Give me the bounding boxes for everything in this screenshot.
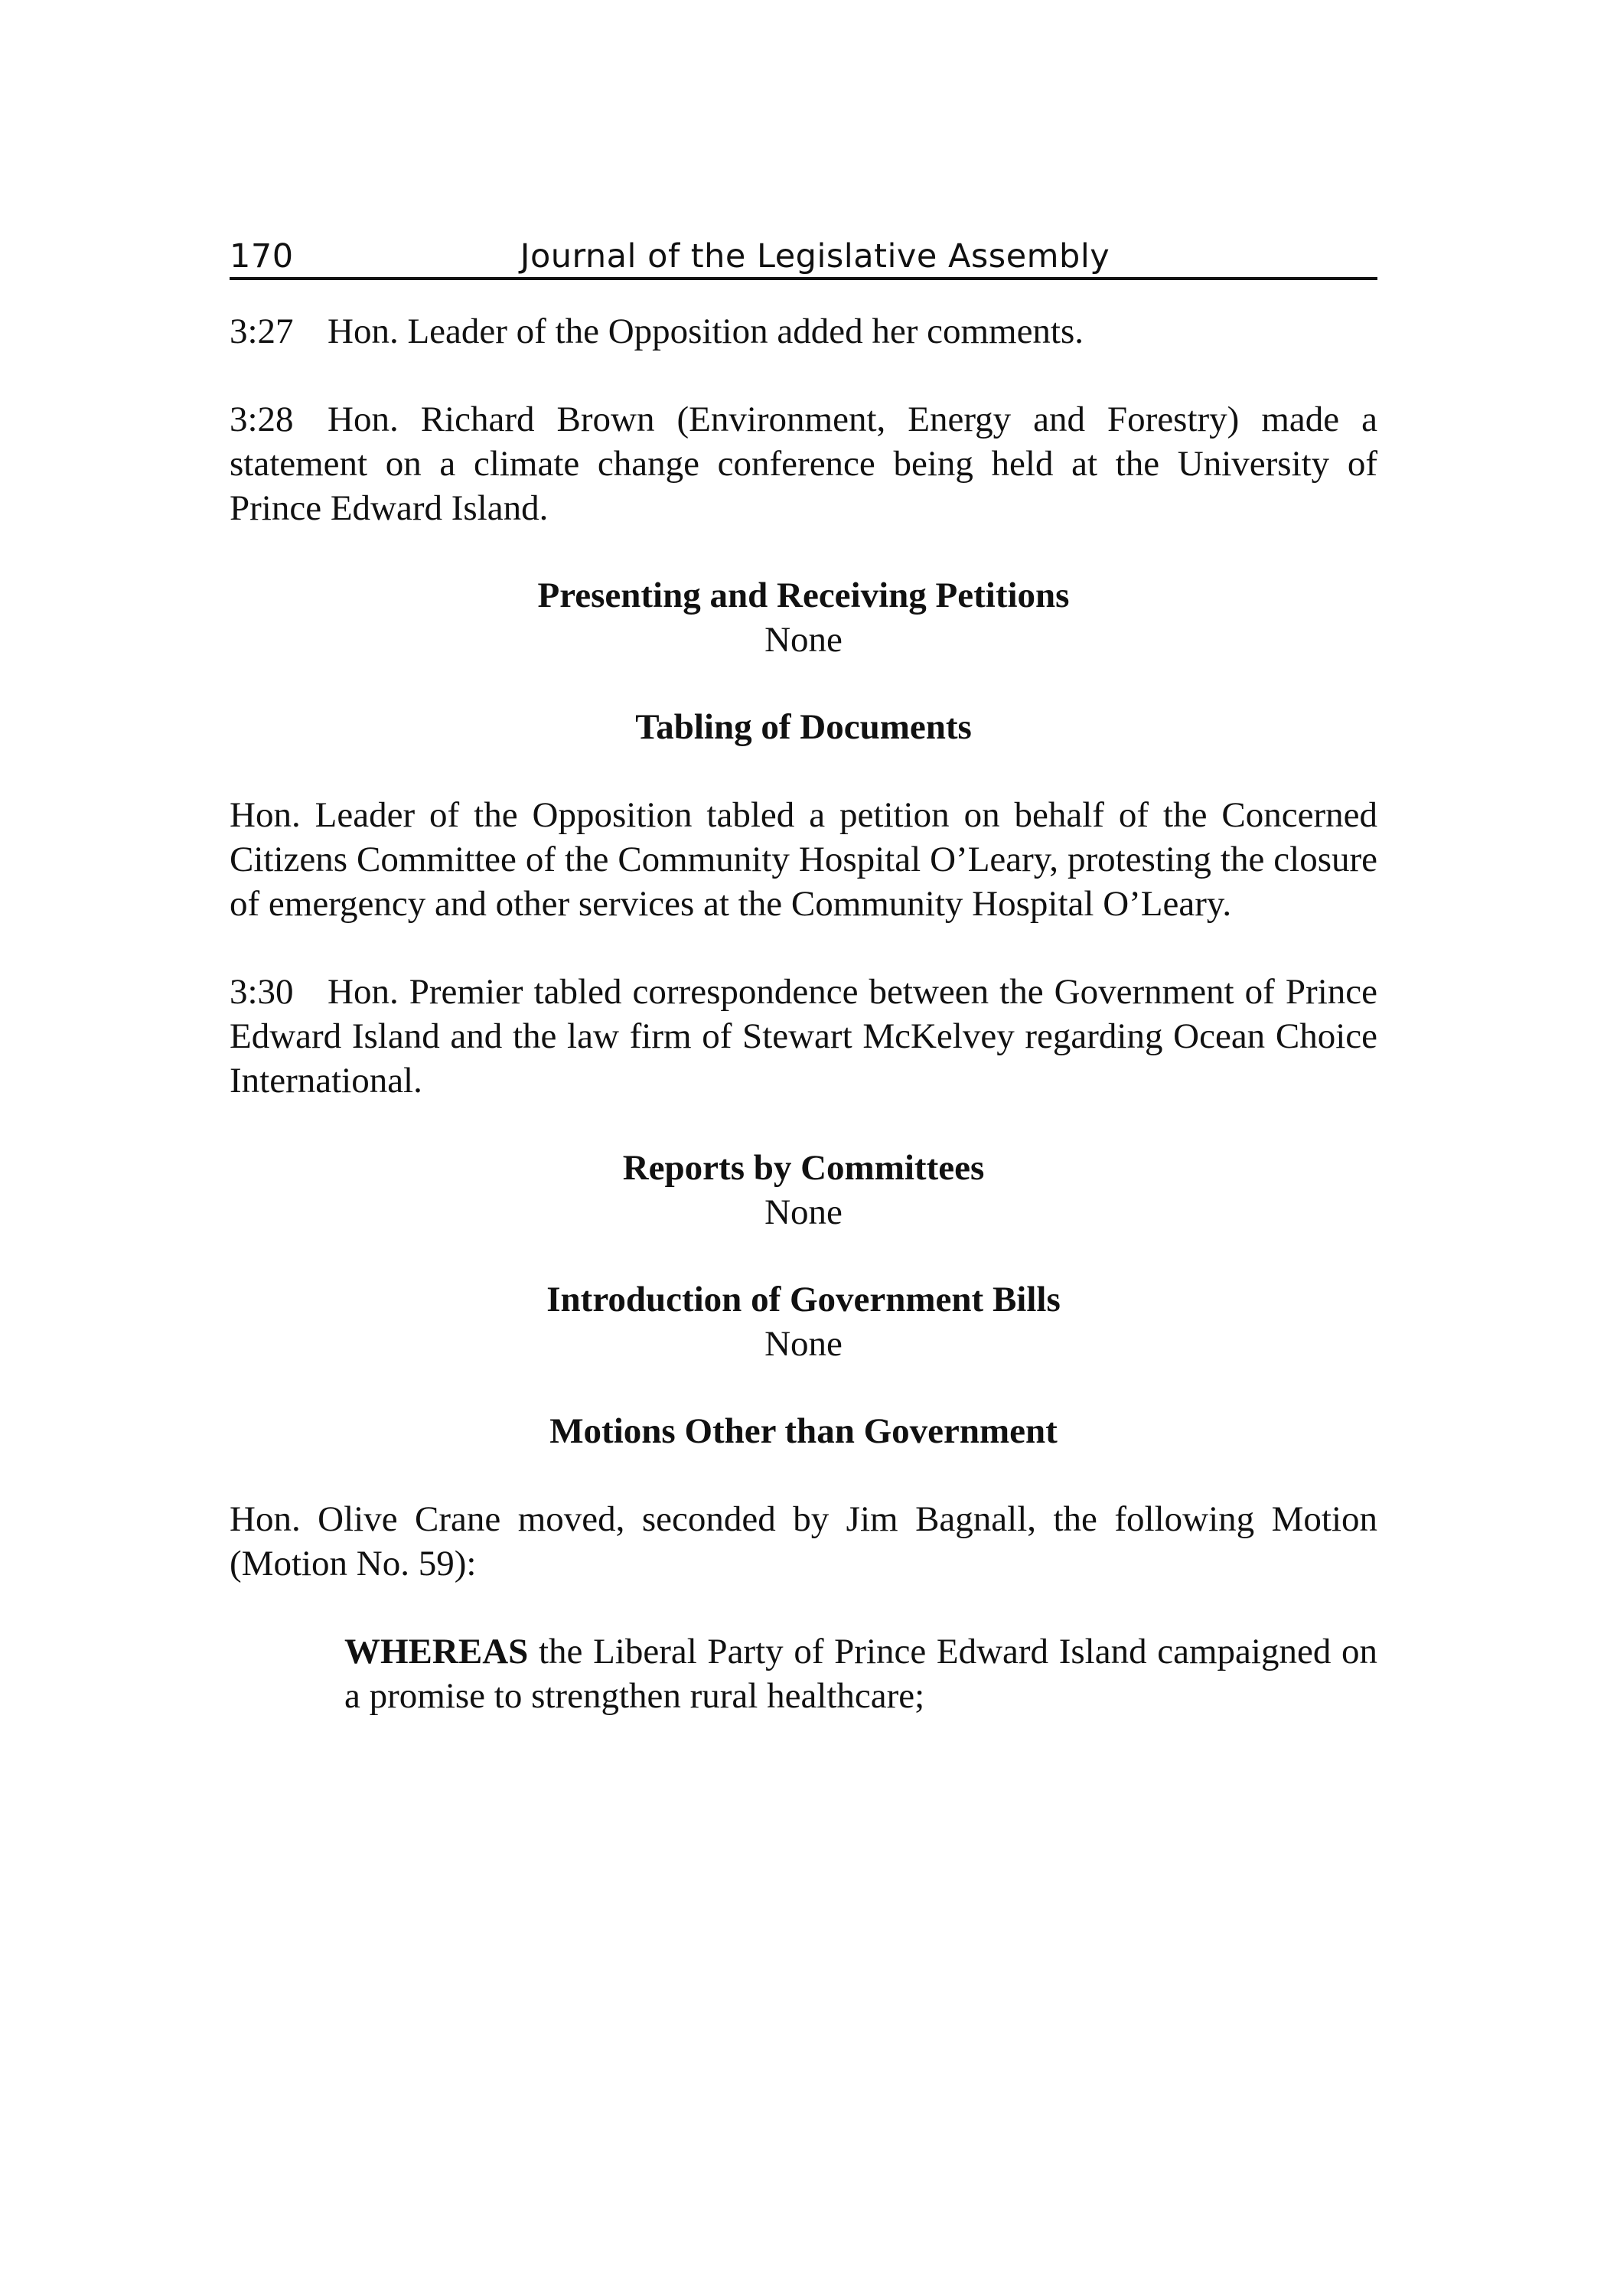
entry-3-27 — [230, 309, 1377, 354]
page-number: 170 — [230, 237, 294, 276]
section-body-petitions: None — [764, 620, 843, 660]
section-body-government-bills: None — [764, 1324, 843, 1364]
entry-time: 3:27 — [230, 311, 294, 351]
section-heading-committees: Reports by Committees — [622, 1148, 985, 1188]
section-heading-tabling: Tabling of Documents — [635, 707, 972, 747]
section-heading-motions: Motions Other than Government — [549, 1411, 1058, 1451]
tabling-paragraph-2 — [230, 970, 1377, 1103]
section-heading-petitions: Presenting and Receiving Petitions — [537, 576, 1070, 615]
section-heading-government-bills: Introduction of Government Bills — [546, 1280, 1061, 1319]
whereas-keyword: WHEREAS — [344, 1632, 529, 1671]
entry-time: 3:30 — [230, 972, 294, 1012]
entry-text: Hon. Premier tabled correspondence between the Government of Prince Edward Island and the law firm of Stewart McKelvey regarding Ocean Choice International. — [230, 972, 1377, 1101]
entry-3-28 — [230, 397, 1377, 530]
entry-time: 3:28 — [230, 400, 294, 439]
journal-page — [230, 230, 1377, 1718]
running-header — [230, 230, 1377, 280]
running-title: Journal of the Legislative Assembly — [520, 237, 1110, 276]
section-body-committees: None — [764, 1192, 843, 1232]
motion-intro: Hon. Olive Crane moved, seconded by Jim Bagnall, the following Motion (Motion No. 59): — [230, 1499, 1377, 1583]
whereas-text: the Liberal Party of Prince Edward Island campaigned on a promise to strengthen rural healthcare; — [344, 1632, 1378, 1716]
entry-text: Hon. Leader of the Opposition added her comments. — [328, 311, 1084, 351]
tabling-paragraph-1: Hon. Leader of the Opposition tabled a petition on behalf of the Concerned Citizens Committee of the Community Hospital O’Leary, protesting the closure of emergency and other services at the Community Hospital O’Leary. — [230, 795, 1377, 924]
whereas-clause — [344, 1629, 1377, 1718]
entry-text: Hon. Richard Brown (Environment, Energy and Forestry) made a statement on a climate change conference being held at the University of Prince Edward Island. — [230, 400, 1377, 528]
